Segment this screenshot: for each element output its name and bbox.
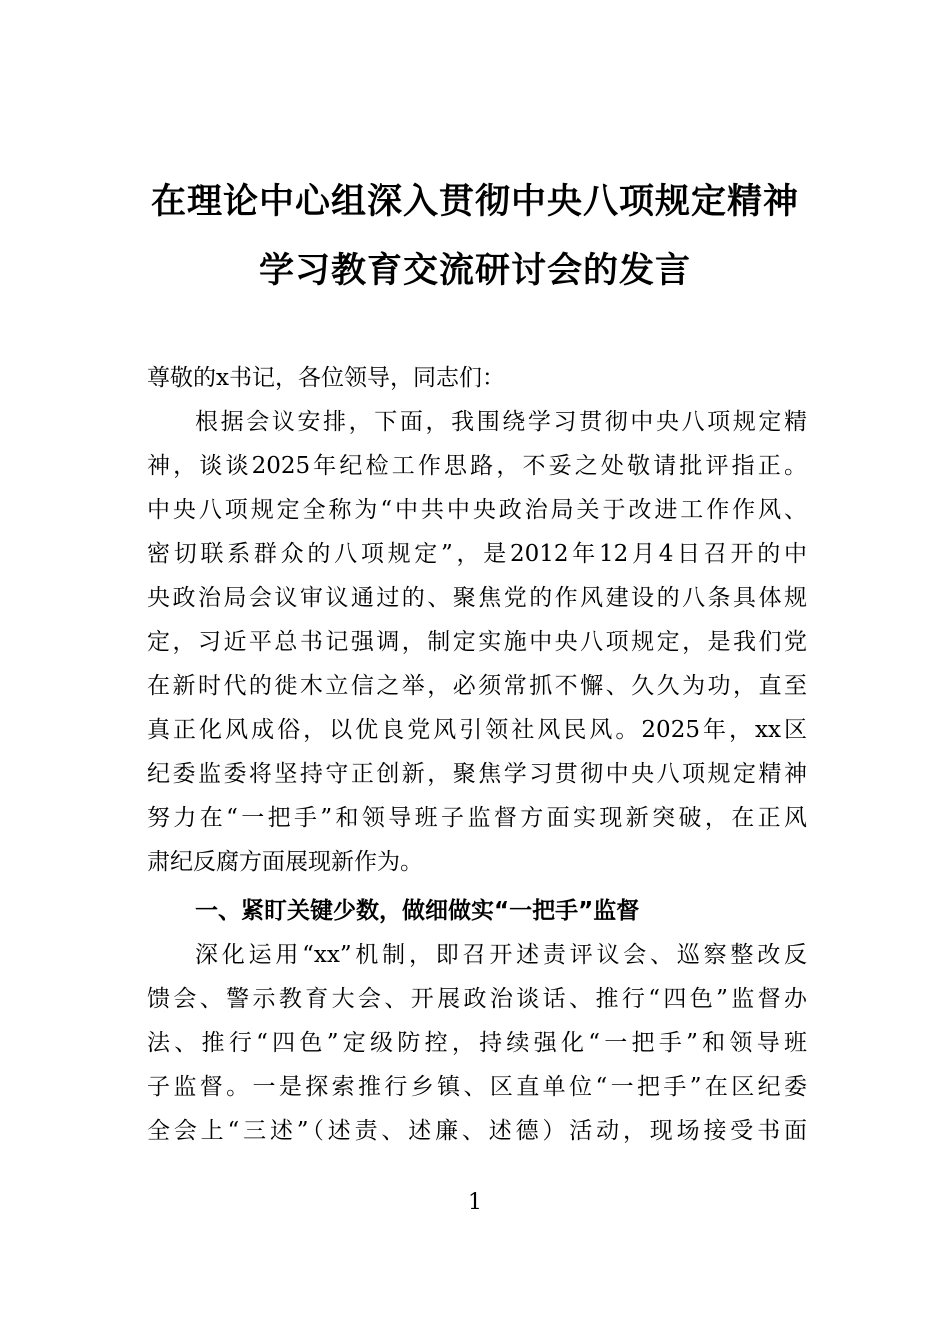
paragraph-1-line: 央政治局会议审议通过的、聚焦党的作风建设的八条具体规 [147, 585, 807, 611]
page-number: 1 [468, 1190, 482, 1215]
paragraph-2-line: 法、推行“四色”定级防控，持续强化“一把手”和领导班 [147, 1030, 807, 1056]
paragraph-1-line: 肃纪反腐方面展现新作为。 [147, 849, 423, 875]
document-title-line-2: 学习教育交流研讨会的发言 [258, 251, 691, 291]
paragraph-1-line: 定，习近平总书记强调，制定实施中央八项规定，是我们党 [147, 629, 807, 655]
paragraph-2-line: 深化运用“xx”机制，即召开述责评议会、巡察整改反 [195, 942, 807, 968]
section-heading-1: 一、紧盯关键少数，做细做实“一把手”监督 [195, 898, 640, 924]
paragraph-1-line: 根据会议安排，下面，我围绕学习贯彻中央八项规定精 [195, 409, 807, 435]
paragraph-2-line: 子监督。一是探索推行乡镇、区直单位“一把手”在区纪委 [147, 1074, 807, 1100]
paragraph-1-line: 真正化风成俗，以优良党风引领社风民风。2025年，xx区 [147, 717, 807, 743]
paragraph-1-line: 在新时代的徙木立信之举，必须常抓不懈、久久为功，直至 [147, 673, 807, 699]
paragraph-2-line: 全会上“三述”（述责、述廉、述德）活动，现场接受书面 [147, 1118, 807, 1144]
document-title-line-1: 在理论中心组深入贯彻中央八项规定精神 [150, 182, 799, 222]
paragraph-2-line: 馈会、警示教育大会、开展政治谈话、推行“四色”监督办 [147, 986, 807, 1012]
paragraph-1-line: 密切联系群众的八项规定”，是2012年12月4日召开的中 [147, 541, 807, 567]
paragraph-1-line: 努力在“一把手”和领导班子监督方面实现新突破，在正风 [147, 805, 807, 831]
paragraph-1-line: 纪委监委将坚持守正创新，聚焦学习贯彻中央八项规定精神 [147, 761, 807, 787]
paragraph-1-line: 神，谈谈2025年纪检工作思路，不妥之处敬请批评指正。 [147, 453, 807, 479]
salutation: 尊敬的x书记，各位领导，同志们： [147, 365, 505, 391]
paragraph-1-line: 中央八项规定全称为“中共中央政治局关于改进工作作风、 [147, 497, 807, 523]
